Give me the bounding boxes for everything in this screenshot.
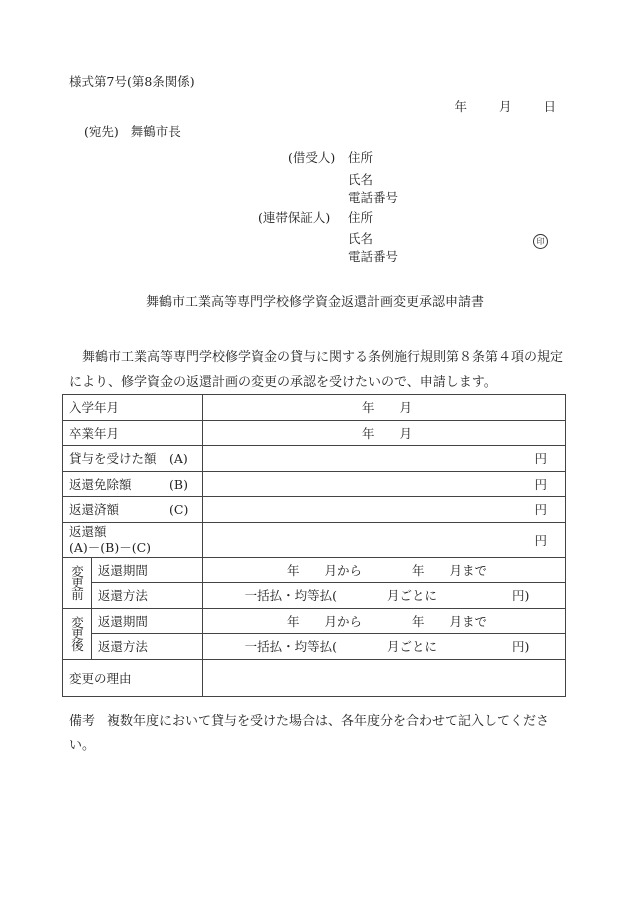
exemption-value[interactable]: [203, 471, 566, 497]
table-row: [63, 446, 566, 472]
table-row: [63, 557, 566, 583]
document-title: 舞鶴市工業高等専門学校修学資金返還計画変更承認申請書: [145, 295, 484, 310]
table-row: [63, 583, 566, 609]
table-row: [63, 634, 566, 660]
guarantor-name-label: 氏名: [348, 231, 374, 246]
repaid-value[interactable]: [203, 497, 566, 523]
yen-unit: 円: [534, 476, 547, 492]
yen-unit: 円: [534, 502, 547, 518]
reason-label: 変更の理由: [63, 659, 203, 696]
table-row: [63, 659, 566, 696]
yen-unit: 円: [534, 451, 547, 467]
admission-label: 入学年月: [63, 395, 203, 421]
borrower-label: (借受人): [288, 150, 336, 165]
graduation-label: 卒業年月: [63, 420, 203, 446]
repaid-label: 返還済額 (C): [63, 497, 203, 523]
date-day: 日: [543, 99, 556, 114]
remarks: [69, 710, 569, 758]
table-row: [63, 471, 566, 497]
yen-unit: 円: [534, 532, 547, 548]
borrower-address-label: 住所: [348, 150, 374, 165]
table-row: [63, 608, 566, 634]
date-month: 月: [498, 99, 512, 114]
admission-value[interactable]: 年 月: [203, 395, 566, 421]
loan-amount-value[interactable]: [203, 446, 566, 472]
before-period-value[interactable]: 年 月から 年 月まで: [203, 557, 566, 583]
repay-amount-label: [63, 522, 203, 557]
before-text: 変更前: [69, 565, 85, 600]
table-row: [63, 522, 566, 557]
before-method-label: 返還方法: [91, 583, 202, 609]
before-method-value[interactable]: 一括払・均等払( 月ごとに 円): [203, 583, 566, 609]
table-row: [63, 420, 566, 446]
addressee-name: 舞鶴市長: [130, 124, 181, 139]
after-text: 変更後: [69, 616, 85, 651]
after-change-label: [63, 608, 92, 659]
table-row: [63, 497, 566, 523]
repay-amount-line1: 返還額: [69, 523, 107, 539]
exemption-label: 返還免除額 (B): [63, 471, 203, 497]
guarantor-label: (連帯保証人): [258, 210, 331, 225]
borrower-phone-label: 電話番号: [348, 190, 399, 205]
seal-mark: 印: [533, 234, 548, 249]
date-year: 年: [454, 99, 467, 114]
graduation-value[interactable]: 年 月: [203, 420, 566, 446]
body-paragraph: 舞鶴市工業高等専門学校修学資金の貸与に関する条例施行規則第８条第４項の規定により、修学資金の返還計画の変更の承認を受けたいので、申請します。: [69, 350, 564, 390]
remarks-label: 備考: [69, 714, 96, 729]
after-method-label: 返還方法: [91, 634, 202, 660]
loan-amount-label: 貸与を受けた額 (A): [63, 446, 203, 472]
date-line: [430, 101, 556, 114]
borrower-name-label: 氏名: [348, 172, 374, 187]
remarks-text: 複数年度において貸与を受けた場合は、各年度分を合わせて記入してください。: [69, 714, 550, 753]
guarantor-address-label: 住所: [348, 210, 374, 225]
table-row: [63, 395, 566, 421]
application-table: [62, 394, 566, 697]
after-period-value[interactable]: 年 月から 年 月まで: [203, 608, 566, 634]
form-number: 様式第7号(第8条関係): [69, 74, 195, 89]
after-method-value[interactable]: 一括払・均等払( 月ごとに 円): [203, 634, 566, 660]
repay-amount-value[interactable]: [203, 522, 566, 557]
after-period-label: 返還期間: [91, 608, 202, 634]
guarantor-phone-label: 電話番号: [348, 249, 399, 264]
before-period-label: 返還期間: [91, 557, 202, 583]
repay-amount-line2: (A)－(B)－(C): [69, 539, 152, 555]
addressee: [84, 126, 181, 139]
before-change-label: [63, 557, 92, 608]
reason-value[interactable]: [203, 659, 566, 696]
addressee-label: (宛先): [84, 124, 119, 139]
